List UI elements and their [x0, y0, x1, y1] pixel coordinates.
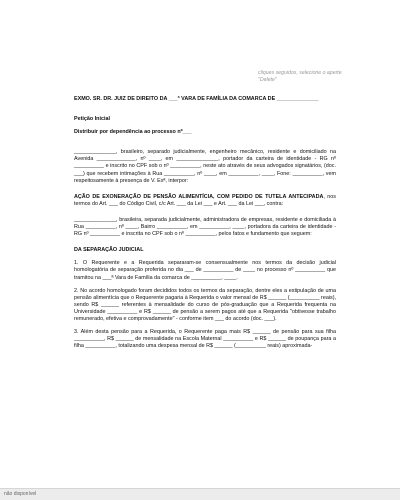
plaintiff-paragraph: ______________, brasileiro, separado judicialmente, engenheiro mecânico, residente e domiciliado na Avenida _____________, nº ____, em ______________, portador da carteira de identidade - RG nº __________ e inscrito no CPF sob o nº __________, neste ato através de seus advogados signatários, (doc. ___) que recebem intimações à Rua __________, nº ____, em __________, ____, Fone: __________, vem respeitosamente à presença de V. Exª, interpor: — [74, 149, 336, 184]
instruction-hint: cliques seguidos, selecione o aperte "Delete" — [258, 70, 342, 83]
status-bar — [0, 488, 400, 500]
action-legal-basis: , nos termos do Art. ___ do Código Civil, c/c Art. ___ da Lei ___ e Art. ___ da Lei ___, contra: — [74, 193, 337, 207]
fact-paragraph-1: 1. O Requerente e a Requerida separaram-se consensualmente nos termos da decisão judicial homologatória de separação proferida no dia ___ de __________ de ____ no processo nº __________ que tramitou na ___ª Vara de Família da comarca de __________, ____. — [74, 260, 336, 281]
defendant-paragraph: ______________, brasileira, separada judicialmente, administradora de empresas, residente e domiciliada à Rua __________, nº ____, Bairro __________, em __________, ____, portadora da carteira de identidade - RG nº __________ e inscrita no CPF sob o nº __________, pelos fatos e fundamento que seguem: — [74, 216, 336, 238]
section-title: DA SEPARAÇÃO JUDICIAL — [74, 247, 144, 254]
action-paragraph — [74, 194, 336, 208]
action-title: AÇÃO DE EXONERAÇÃO DE PENSÃO ALIMENTÍCIA, COM PEDIDO DE TUTELA ANTECIPADA — [74, 193, 324, 200]
fact-paragraph-3: 3. Além desta pensão para a Requerida, o Requerente paga mais R$ ______ de pensão para sua filha __________, R$ ______ de mensalidade na Escola Maternal __________ e R$ ______ de poupança para a filha __________, totalizando uma despesa mensal de R$ ______ (__________ reais) aproximada- — [74, 329, 336, 350]
distribution-line: Distribuir por dependência ao processo nº___ — [74, 129, 192, 136]
addressee-line: EXMO. SR. DR. JUIZ DE DIREITO DA ___ª VARA DE FAMÍLIA DA COMARCA DE ______________ — [74, 96, 319, 102]
fact-paragraph-2: 2. No acordo homologado foram decididos todos os termos da separação, dentre eles a estipulação de uma pensão alimentícia que o Requerente pagaria à Requerida o valor mensal de R$ ______ (__________ reais), sendo R$ ______ referentes à mensalidade do curso de pós-graduação que a Requerida frequenta na Universidade __________ e R$ ______ de pensão a serem pagos até que a Requerida "obtivesse trabalho remunerado, efetiva e comprovadamente" - conforme item ___ do acordo (doc. ___). — [74, 287, 336, 322]
petition-title: Petição Inicial — [74, 116, 110, 123]
petition-body — [74, 96, 336, 350]
status-text: não disponível — [4, 491, 37, 497]
